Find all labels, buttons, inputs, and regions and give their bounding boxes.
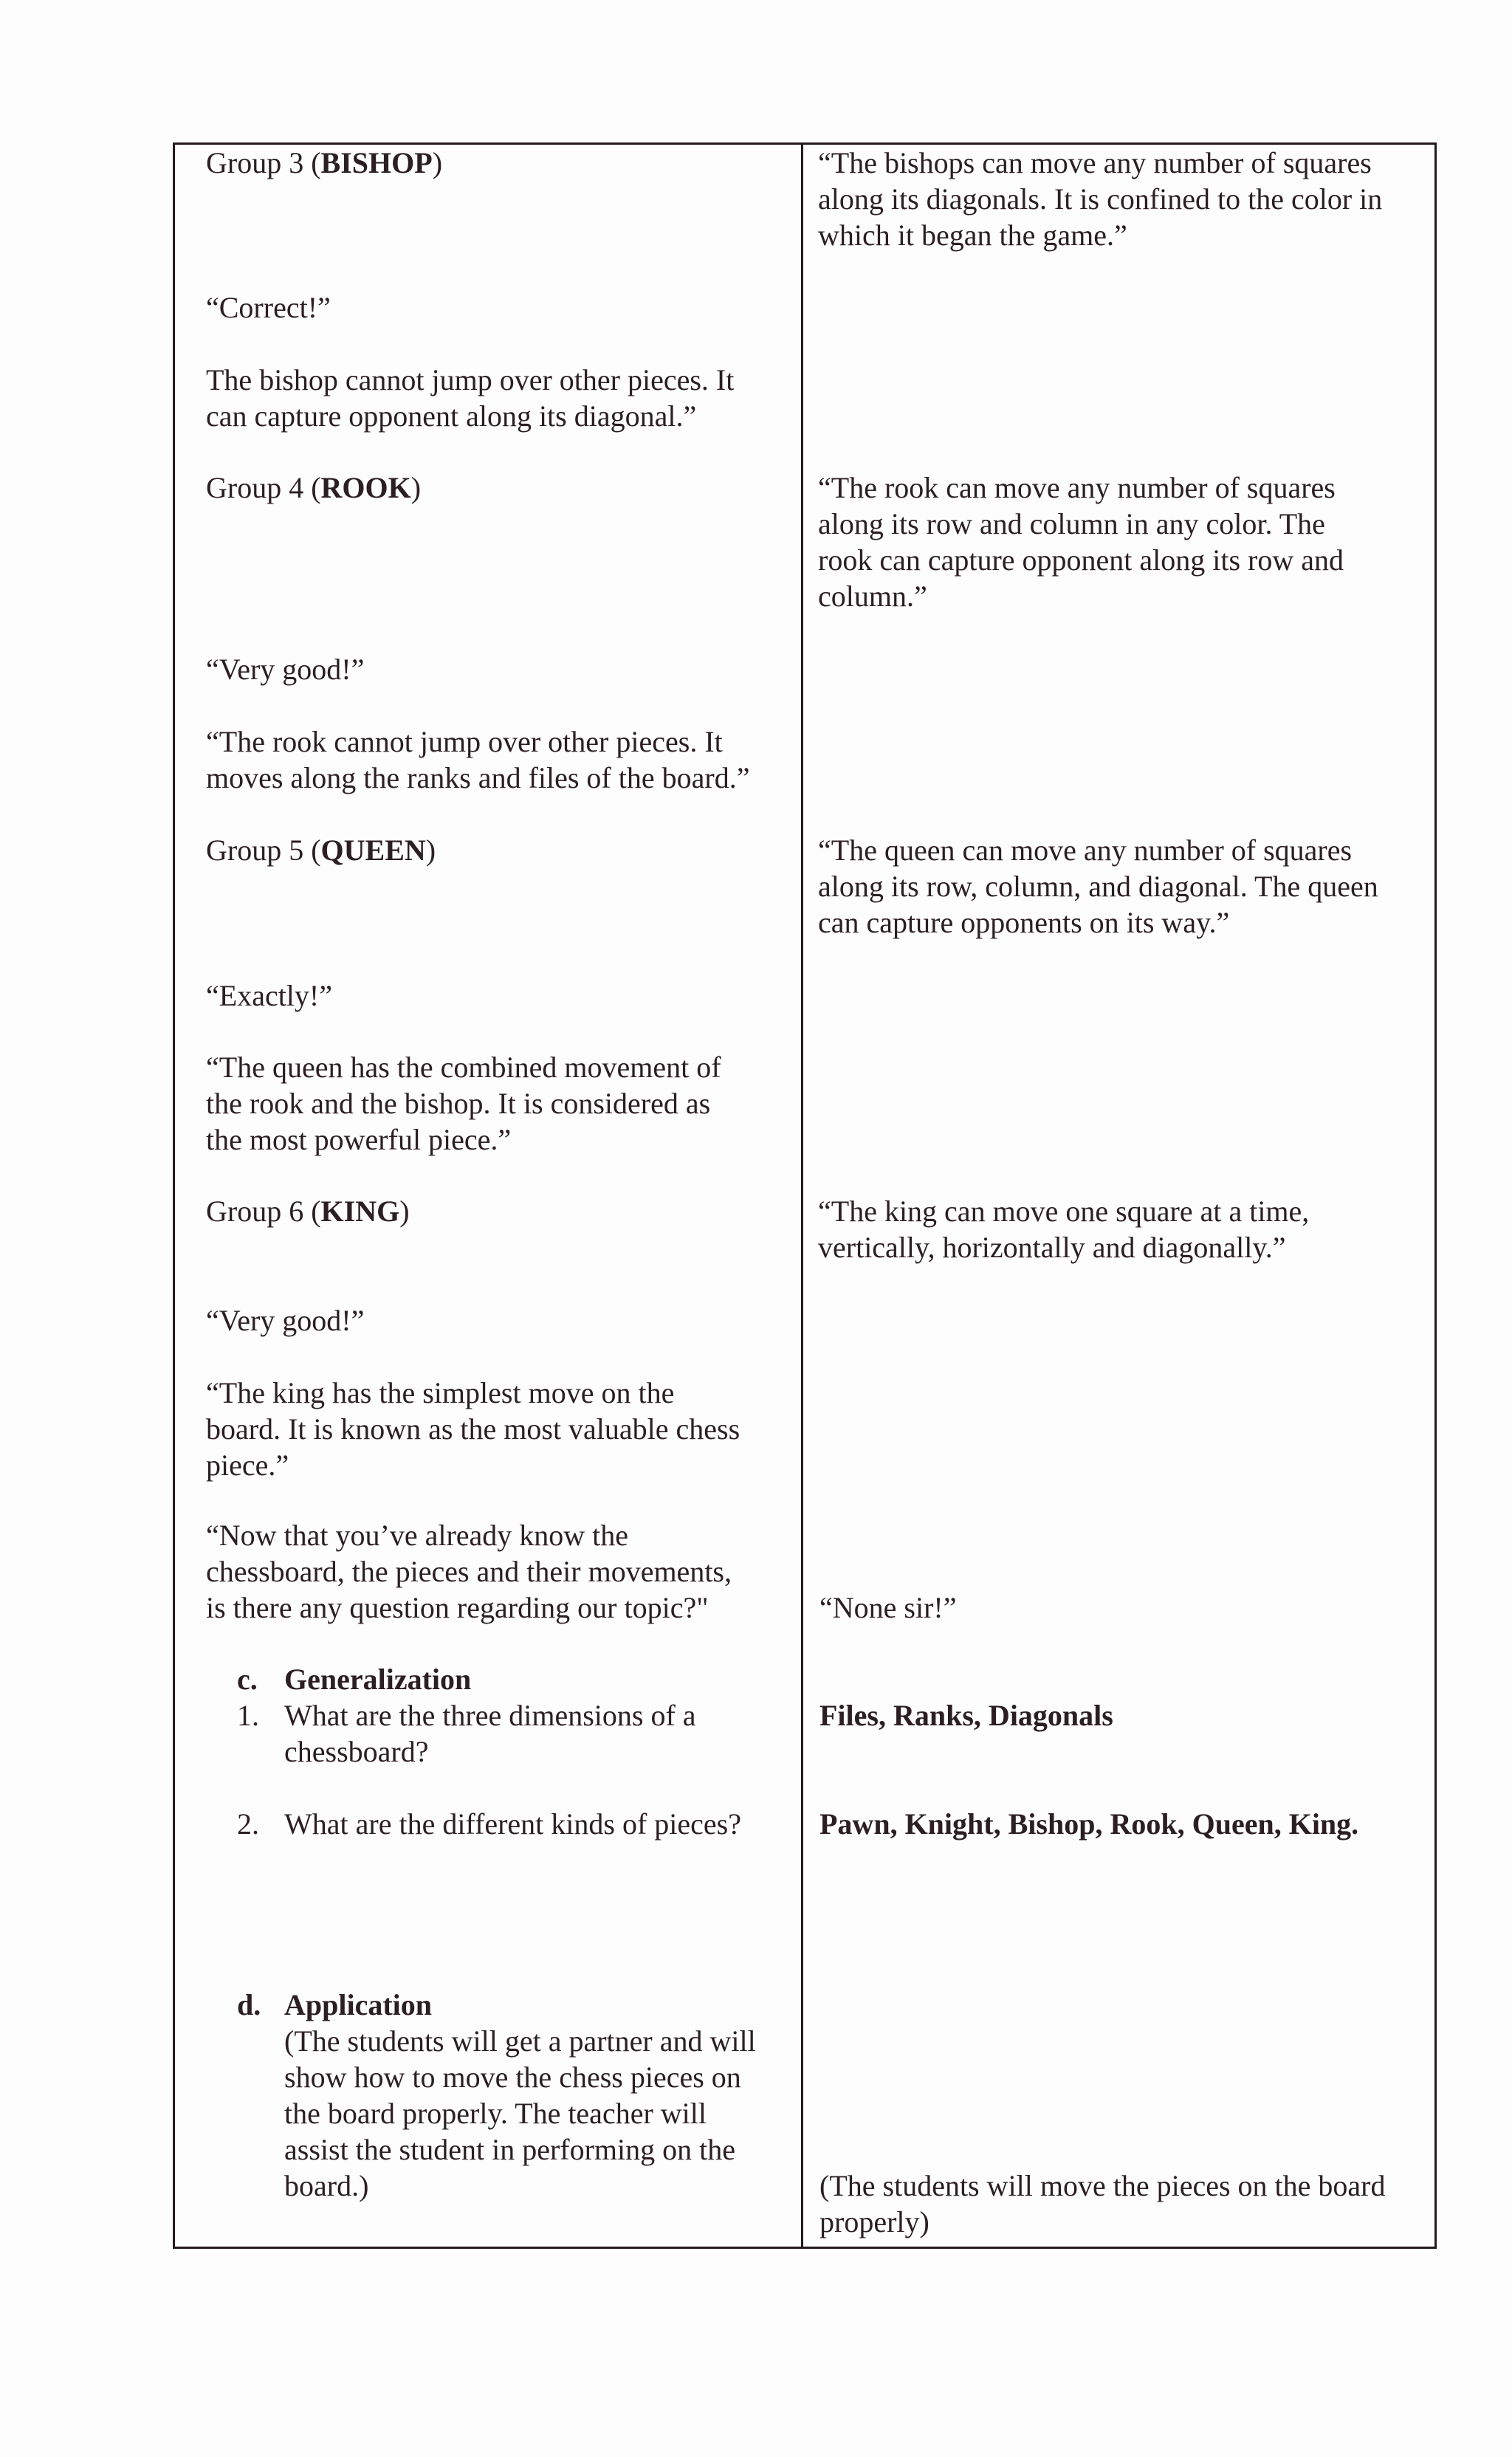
group-3-note-line-1: The bishop cannot jump over other pieces. It	[206, 363, 735, 396]
group-piece-name: ROOK	[320, 471, 411, 504]
group-label: Group 6 (	[206, 1195, 321, 1228]
dimensions-answer: Files, Ranks, Diagonals	[819, 1699, 1113, 1732]
teacher-column	[173, 145, 802, 1511]
group-piece-name: QUEEN	[320, 834, 426, 867]
application-marker: d.	[237, 1988, 261, 2021]
generalization-title: Generalization	[284, 1663, 472, 1696]
group-3-heading	[206, 145, 442, 181]
queen-answer-line-1: “The queen can move any number of squares	[818, 834, 1353, 867]
none-sir-answer: “None sir!”	[819, 1591, 957, 1624]
group-5-note-line-1: “The queen has the combined movement of	[206, 1051, 721, 1084]
application-answer-line-1: (The students will move the pieces on the board	[819, 2169, 1386, 2202]
king-answer-line-2: vertically, horizontally and diagonally.”	[818, 1231, 1286, 1264]
question-line-2: chessboard, the pieces and their movements,	[206, 1555, 732, 1588]
application-line-5: board.)	[284, 2169, 369, 2202]
group-close: )	[410, 471, 422, 504]
question-line-1: “Now that you’ve already know the	[206, 1519, 629, 1552]
application-answer-line-2: properly)	[819, 2205, 929, 2238]
group-6-feedback: “Very good!”	[206, 1304, 365, 1337]
group-4-note-line-2: moves along the ranks and files of the board.”	[206, 761, 750, 794]
lesson-table	[173, 145, 1437, 1511]
application-line-1: (The students will get a partner and will	[284, 2024, 756, 2058]
rook-answer-line-4: column.”	[818, 580, 927, 613]
question-line-3: is there any question regarding our topic?"	[206, 1591, 709, 1624]
generalization-marker: c.	[237, 1663, 258, 1696]
bishop-answer-line-1: “The bishops can move any number of squares	[818, 146, 1372, 179]
rook-answer-line-2: along its row and column in any color. The	[818, 507, 1325, 540]
group-5-heading	[206, 832, 436, 868]
group-5-note-line-2: the rook and the bishop. It is considered as	[206, 1087, 711, 1120]
application-title: Application	[284, 1988, 433, 2021]
question-1-number: 1.	[237, 1699, 259, 1732]
queen-answer-line-2: along its row, column, and diagonal. The queen	[818, 870, 1378, 903]
question-1-line-2: chessboard?	[284, 1735, 429, 1768]
question-2-number: 2.	[237, 1807, 259, 1841]
group-6-note-line-3: piece.”	[206, 1449, 289, 1482]
group-label: Group 3 (	[206, 146, 321, 179]
group-4-note-line-1: “The rook cannot jump over other pieces. It	[206, 725, 723, 758]
group-6-note-line-1: “The king has the simplest move on the	[206, 1376, 675, 1409]
king-answer-line-1: “The king can move one square at a time,	[818, 1195, 1310, 1228]
group-label: Group 5 (	[206, 834, 321, 867]
pieces-answer: Pawn, Knight, Bishop, Rook, Queen, King.	[819, 1807, 1359, 1841]
group-4-heading	[206, 470, 421, 506]
application-line-2: show how to move the chess pieces on	[284, 2061, 741, 2094]
bishop-answer-line-2: along its diagonals. It is confined to the color in	[818, 182, 1383, 216]
group-5-note-line-3: the most powerful piece.”	[206, 1123, 512, 1156]
application-line-4: assist the student in performing on the	[284, 2133, 736, 2166]
group-3-note-line-2: can capture opponent along its diagonal.”	[206, 399, 697, 433]
student-column	[802, 145, 1437, 1511]
group-piece-name: BISHOP	[320, 146, 433, 179]
group-close: )	[399, 1195, 410, 1228]
group-6-heading	[206, 1193, 410, 1229]
application-line-3: the board properly. The teacher will	[284, 2097, 707, 2130]
group-3-feedback: “Correct!”	[206, 291, 331, 324]
queen-answer-line-3: can capture opponents on its way.”	[818, 906, 1230, 939]
rook-answer-line-1: “The rook can move any number of squares	[818, 471, 1336, 504]
group-label: Group 4 (	[206, 471, 321, 504]
column-divider	[801, 142, 803, 2249]
group-piece-name: KING	[320, 1195, 400, 1228]
group-close: )	[425, 834, 436, 867]
question-2-text: What are the different kinds of pieces?	[284, 1807, 741, 1841]
group-6-note-line-2: board. It is known as the most valuable chess	[206, 1412, 740, 1446]
rook-answer-line-3: rook can capture opponent along its row and	[818, 543, 1344, 577]
question-1-line-1: What are the three dimensions of a	[284, 1699, 696, 1732]
group-5-feedback: “Exactly!”	[206, 979, 332, 1012]
group-4-feedback: “Very good!”	[206, 653, 365, 686]
group-close: )	[432, 146, 443, 179]
bishop-answer-line-3: which it began the game.”	[818, 219, 1127, 252]
